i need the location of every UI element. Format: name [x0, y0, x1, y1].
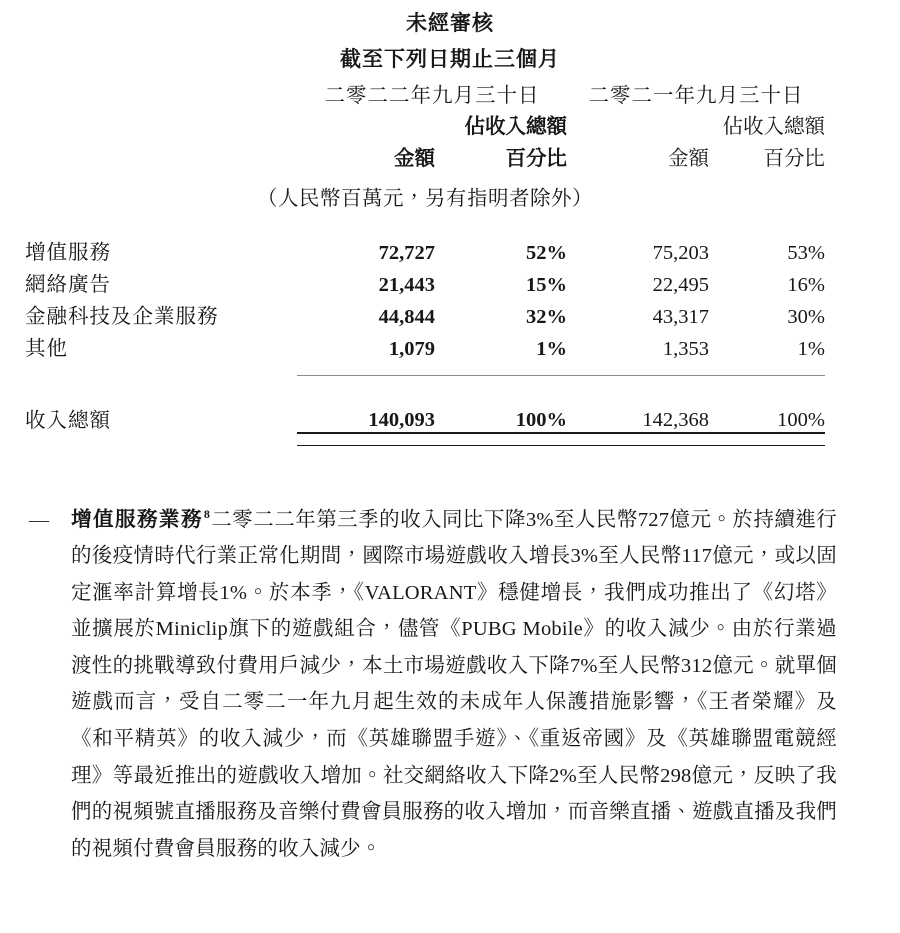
- commentary-lead-in: 增值服務業務: [71, 508, 203, 531]
- total-double-rule-row: [25, 433, 825, 445]
- row-label-fintech-business-services: 金融科技及企業服務: [25, 306, 219, 328]
- cell-amount-2022: 44,844: [378, 306, 435, 328]
- row-label-value-added-services: 增值服務: [25, 242, 111, 264]
- column-header-percent-2021: 百分比: [763, 148, 825, 170]
- table-row: [25, 329, 825, 361]
- column-header-amount-2021: 金額: [668, 148, 709, 170]
- pct-of-revenue-label-2021: 佔收入總額: [722, 116, 825, 138]
- table-paragraph-gap: [0, 446, 900, 502]
- dbl-rule-amount-2022: [297, 433, 435, 445]
- table-row: [25, 297, 825, 329]
- document-page: [0, 8, 900, 933]
- unaudited-heading: 未經審核: [406, 11, 494, 35]
- cell-amount-2021: 43,317: [652, 306, 709, 328]
- commentary-block: [25, 502, 837, 868]
- table-row: [25, 233, 825, 265]
- commentary-body: 二零二二年第三季的收入同比下降3%至人民幣727億元。於持續進行的後疫情時代行業正常化期間，國際市場遊戲收入增長3%至人民幣117億元，或以固定滙率計算增長1%。於本季，《VALORANT》穩健增長，我們成功推出了《幻塔》並擴展於Miniclip旗下的遊戲組合，儘管《PUBG Mobile》的收入減少。由於行業過渡性的挑戰導致付費用戶減少，本土市場遊戲收入下降7%至人民幣312億元。就單個遊戲而言，受自二零二一年九月起生效的未成年人保護措施影響，《王者榮耀》及《和平精英》的收入減少，而《英雄聯盟手遊》、《重返帝國》及《英雄聯盟電競經理》等最近推出的遊戲收入增加。社交網絡收入下降2%至人民幣298億元，反映了我們的視頻號直播服務及音樂付費會員服務的收入增加，而音樂直播、遊戲直播及我們的視頻付費會員服務的收入減少。: [71, 508, 837, 860]
- table-unit-note-row: [25, 171, 825, 211]
- cell-percent-2022: 1%: [536, 338, 567, 360]
- cell-amount-2021: 75,203: [652, 242, 709, 264]
- rule-percent-2022: [435, 361, 567, 376]
- pctof-amt21-spacer: [567, 108, 709, 139]
- period-heading: 截至下列日期止三個月: [340, 47, 560, 71]
- bullet-dash-icon: —: [29, 508, 49, 531]
- cell-amount-2021: 22,495: [652, 274, 709, 296]
- cell-percent-2022: 32%: [526, 306, 567, 328]
- pct-of-revenue-label-2022: 佔收入總額: [464, 116, 567, 138]
- total-gap-row: [25, 376, 825, 399]
- table-dates-row: [25, 74, 825, 108]
- pctof-row-spacer: [25, 108, 297, 139]
- cell-percent-2021: 30%: [787, 306, 825, 328]
- cell-amount-2022: 21,443: [378, 274, 435, 296]
- table-total-row: [25, 398, 825, 433]
- cell-percent-2022: 15%: [526, 274, 567, 296]
- unit-note: （人民幣百萬元，另有指明者除外）: [257, 188, 593, 210]
- rule-amount-2021: [567, 361, 709, 376]
- row-label-online-advertising: 網絡廣告: [25, 274, 111, 296]
- colhead-row-spacer: [25, 139, 297, 171]
- cell-amount-2021: 1,353: [662, 338, 709, 360]
- period-header-2022: 二零二二年九月三十日: [324, 85, 540, 107]
- cell-percent-2021: 53%: [787, 242, 825, 264]
- total-amount-2022: 140,093: [368, 409, 435, 431]
- dates-row-spacer: [25, 74, 297, 108]
- total-label: 收入總額: [25, 410, 111, 432]
- pctof-amt22-spacer: [297, 108, 435, 139]
- rule-amount-2022: [297, 361, 435, 376]
- column-header-amount-2022: 金額: [394, 148, 435, 170]
- cell-percent-2021: 1%: [797, 338, 825, 360]
- cell-amount-2022: 1,079: [388, 338, 435, 360]
- total-gap-cell: [25, 376, 825, 399]
- rule-label-spacer: [25, 361, 297, 376]
- table-spacer-row: [25, 211, 825, 233]
- table-column-header-row: [25, 139, 825, 171]
- total-amount-2021: 142,368: [642, 409, 709, 431]
- total-percent-2021: 100%: [777, 409, 825, 431]
- total-percent-2022: 100%: [515, 409, 567, 431]
- table-pct-of-revenue-row: [25, 108, 825, 139]
- dbl-label-spacer: [25, 433, 297, 445]
- commentary-paragraph: [71, 502, 837, 868]
- dbl-rule-percent-2022: [435, 433, 567, 445]
- dbl-rule-amount-2021: [567, 433, 709, 445]
- column-header-percent-2022: 百分比: [505, 148, 567, 170]
- row-label-others: 其他: [25, 338, 68, 360]
- subtotal-rule-row: [25, 361, 825, 376]
- table-row: [25, 265, 825, 297]
- revenue-table: [25, 74, 825, 446]
- cell-amount-2022: 72,727: [378, 242, 435, 264]
- cell-percent-2021: 16%: [787, 274, 825, 296]
- period-header-2021: 二零二一年九月三十日: [588, 85, 804, 107]
- table-spacer-cell: [25, 211, 825, 233]
- dbl-rule-percent-2021: [709, 433, 825, 445]
- footnote-marker: 8: [203, 506, 211, 521]
- rule-percent-2021: [709, 361, 825, 376]
- cell-percent-2022: 52%: [526, 242, 567, 264]
